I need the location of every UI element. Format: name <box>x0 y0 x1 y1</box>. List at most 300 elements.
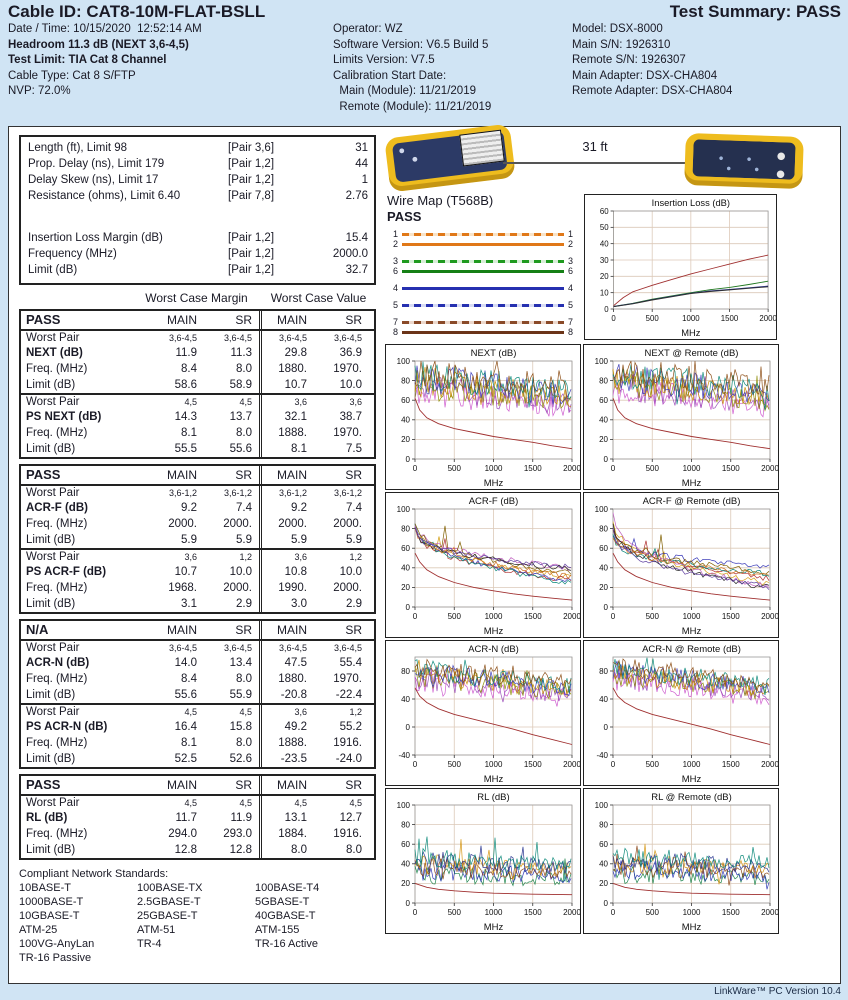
table-row <box>21 719 374 735</box>
cell-value: 4,5 <box>259 796 314 810</box>
svg-text:20: 20 <box>599 272 609 282</box>
cell-value: 4,5 <box>239 397 252 407</box>
svg-text:60: 60 <box>599 840 608 849</box>
table-row <box>21 395 374 409</box>
summary-pair: [Pair 3,6] <box>228 142 275 154</box>
svg-text:100: 100 <box>396 356 410 366</box>
wire-number-left: 7 <box>392 317 398 327</box>
cell-value: 11.9 <box>230 812 252 824</box>
cell-value: 13.7 <box>229 411 252 423</box>
svg-text:1000: 1000 <box>682 313 700 324</box>
cell-value: 1916. <box>333 828 362 840</box>
summary-value: 32.7 <box>345 264 368 276</box>
summary-value: 15.4 <box>345 232 368 244</box>
wire-line <box>402 270 564 273</box>
wire-number-left: 6 <box>392 266 398 276</box>
wire-number-right: 5 <box>568 300 574 310</box>
standard-item <box>137 951 255 965</box>
summary-row <box>28 246 368 262</box>
cell-value: 1888. <box>259 735 314 751</box>
summary-row <box>28 156 368 172</box>
header-info-line: Main (Module): 11/21/2019 <box>333 85 476 97</box>
svg-text:1500: 1500 <box>523 612 542 621</box>
wire-line <box>402 331 564 334</box>
svg-text:MHz: MHz <box>681 922 702 933</box>
wire-number-left: 4 <box>392 283 398 293</box>
cell-value: 55.9 <box>229 689 252 701</box>
cell-value: 52.6 <box>229 753 252 765</box>
measurement-table <box>19 464 376 614</box>
svg-text:40: 40 <box>401 563 410 573</box>
cell-value: 8.0 <box>236 673 252 685</box>
col-header: MAIN <box>259 466 314 484</box>
standard-item: 25GBASE-T <box>137 910 198 922</box>
cell-value: 3,6-4,5 <box>168 643 197 653</box>
header-right-block <box>572 2 841 100</box>
cell-value: 2000. <box>259 516 314 532</box>
header-info-line: Cable Type: Cat 8 S/FTP <box>8 69 136 82</box>
table-row <box>21 331 374 345</box>
chart-next-main <box>385 344 581 490</box>
summary-label: Limit (dB) <box>28 264 78 276</box>
worst-case-value-header: Worst Case Value <box>270 291 367 305</box>
summary-pair: [Pair 1,2] <box>228 264 275 276</box>
wire-number-left: 2 <box>392 239 398 249</box>
svg-text:0: 0 <box>412 760 418 769</box>
worst-case-margin-header: Worst Case Margin <box>145 291 248 305</box>
svg-text:ACR-N (dB): ACR-N (dB) <box>468 644 519 655</box>
summary-label: Insertion Loss Margin (dB) <box>28 232 163 244</box>
cell-value: 10.7 <box>174 566 197 578</box>
cell-value: 58.6 <box>174 379 197 391</box>
table-row <box>21 796 374 810</box>
wire-row <box>387 256 579 266</box>
svg-text:40: 40 <box>599 563 608 573</box>
standard-item: ATM-51 <box>137 924 176 936</box>
cell-value: 8.4 <box>181 673 197 685</box>
svg-text:500: 500 <box>447 464 461 473</box>
summary-label: Resistance (ohms), Limit 6.40 <box>28 190 181 202</box>
standard-item: TR-16 Active <box>255 938 318 950</box>
svg-text:1500: 1500 <box>721 760 740 769</box>
svg-text:1500: 1500 <box>721 612 740 621</box>
cell-value: 2000. <box>333 582 362 594</box>
chart-rl-main <box>385 788 581 934</box>
cell-value: 13.1 <box>259 810 314 826</box>
wire-number-right: 4 <box>568 283 574 293</box>
table-header-row <box>21 311 374 331</box>
row-label: Freq. (MHz) <box>26 363 88 375</box>
chart-acrn-remote <box>583 640 779 786</box>
cell-value: 3,6-1,2 <box>168 488 197 498</box>
row-label: Freq. (MHz) <box>26 582 88 594</box>
table-row <box>21 751 374 767</box>
svg-text:80: 80 <box>401 376 410 386</box>
chart-acrn-main <box>385 640 581 786</box>
header-info-line: Main S/N: 1926310 <box>572 38 671 51</box>
svg-text:30: 30 <box>599 255 609 265</box>
cell-value: 55.5 <box>174 443 197 455</box>
cell-value: 5.9 <box>236 534 252 546</box>
svg-text:60: 60 <box>401 544 410 553</box>
cell-value: 293.0 <box>223 828 252 840</box>
table-row <box>21 735 374 751</box>
measurement-table <box>19 619 376 769</box>
wire-number-left: 3 <box>392 256 398 266</box>
cell-value: 10.7 <box>259 377 314 393</box>
summary-label: Prop. Delay (ns), Limit 179 <box>28 158 165 170</box>
svg-text:2000: 2000 <box>761 760 778 769</box>
cell-value: 13.4 <box>229 657 252 669</box>
remote-tester-face <box>692 139 795 180</box>
cell-value: 1968. <box>168 582 197 594</box>
wire-row <box>387 283 579 293</box>
svg-text:1500: 1500 <box>523 464 542 473</box>
cell-value: 2000. <box>223 582 252 594</box>
cell-value: 10.0 <box>339 379 362 391</box>
wire-row <box>387 266 579 276</box>
wire-row <box>387 300 579 310</box>
header-info-line: NVP: 72.0% <box>8 85 71 97</box>
table-row <box>21 596 374 612</box>
results-column <box>19 135 376 965</box>
svg-text:500: 500 <box>645 760 659 769</box>
standard-item: TR-16 Passive <box>19 952 92 964</box>
table-group <box>21 486 374 548</box>
status-cell: N/A <box>26 622 49 637</box>
wire-number-left: 1 <box>392 229 398 239</box>
svg-text:1000: 1000 <box>682 760 701 769</box>
header-info-line: Calibration Start Date: <box>333 69 447 82</box>
cell-value: 8.0 <box>236 737 252 749</box>
svg-text:ACR-F @ Remote (dB): ACR-F @ Remote (dB) <box>642 496 741 507</box>
table-row <box>21 532 374 548</box>
linkware-version-label: LinkWare™ PC Version 10.4 <box>714 986 841 997</box>
summary-pair: [Pair 1,2] <box>228 158 275 170</box>
svg-text:80: 80 <box>599 524 608 534</box>
chart-rl-remote <box>583 788 779 934</box>
cell-value: 11.3 <box>230 347 252 359</box>
header-info-line: Software Version: V6.5 Build 5 <box>333 38 489 51</box>
cell-value: 1990. <box>259 580 314 596</box>
col-header: SR <box>235 468 252 482</box>
svg-text:500: 500 <box>447 760 461 769</box>
cell-value: 3,6 <box>349 397 362 407</box>
cell-value: 1970. <box>333 673 362 685</box>
cell-value: 8.0 <box>259 842 314 858</box>
cell-value: 5.9 <box>181 534 197 546</box>
svg-text:0: 0 <box>603 454 608 464</box>
svg-text:20: 20 <box>599 435 608 445</box>
wire-number-right: 3 <box>568 256 574 266</box>
svg-text:40: 40 <box>401 859 410 869</box>
wire-row <box>387 317 579 327</box>
standard-item: 1000BASE-T <box>19 896 84 908</box>
svg-text:1000: 1000 <box>484 760 503 769</box>
wire-row <box>387 239 579 249</box>
row-label: RL (dB) <box>26 812 68 824</box>
svg-text:1000: 1000 <box>484 612 503 621</box>
wire-number-right: 2 <box>568 239 574 249</box>
table-row <box>21 655 374 671</box>
svg-text:500: 500 <box>447 612 461 621</box>
table-row <box>21 345 374 361</box>
summary-value: 31 <box>355 142 368 154</box>
col-header: MAIN <box>259 776 314 794</box>
svg-text:80: 80 <box>599 666 608 676</box>
svg-text:500: 500 <box>645 313 659 324</box>
table-row <box>21 564 374 580</box>
cell-value: 29.8 <box>259 345 314 361</box>
cell-value: 10.0 <box>229 566 252 578</box>
svg-text:2000: 2000 <box>563 908 580 917</box>
svg-text:100: 100 <box>396 504 410 514</box>
svg-text:1500: 1500 <box>721 464 740 473</box>
row-label: Worst Pair <box>26 797 80 809</box>
cell-value: 8.0 <box>236 427 252 439</box>
svg-text:60: 60 <box>599 396 608 405</box>
header-info-line: Remote Adapter: DSX-CHA804 <box>572 85 733 97</box>
cell-value: 1,2 <box>239 552 252 562</box>
svg-text:0: 0 <box>610 760 616 769</box>
cell-value: 5.9 <box>346 534 362 546</box>
svg-text:0: 0 <box>405 722 410 732</box>
chart-acrf-remote <box>583 492 779 638</box>
table-header-row <box>21 776 374 796</box>
cell-value: 3,6 <box>259 705 314 719</box>
table-row <box>21 409 374 425</box>
svg-text:1500: 1500 <box>720 313 739 324</box>
svg-text:0: 0 <box>604 304 609 314</box>
row-label: Freq. (MHz) <box>26 427 88 439</box>
cell-value: 9.2 <box>181 502 197 514</box>
standard-item: 10BASE-T <box>19 882 71 894</box>
cell-value: 58.9 <box>229 379 252 391</box>
wiremap-wires <box>387 229 579 360</box>
cell-value: -20.8 <box>259 687 314 703</box>
summary-label: Delay Skew (ns), Limit 17 <box>28 174 159 186</box>
cell-value: 4,5 <box>184 798 197 808</box>
cell-value: 10.0 <box>339 566 362 578</box>
table-row <box>21 842 374 858</box>
summary-value: 1 <box>361 174 368 186</box>
svg-text:1000: 1000 <box>682 908 701 917</box>
svg-text:1000: 1000 <box>682 464 701 473</box>
header-info-line: Operator: WZ <box>333 23 403 35</box>
wire-line <box>402 321 564 324</box>
cell-value: 38.7 <box>339 411 362 423</box>
header-center-lines <box>333 22 575 115</box>
cell-value: 55.6 <box>174 689 197 701</box>
cell-value: 2.9 <box>236 598 252 610</box>
summary-row <box>28 188 368 204</box>
cell-value: 11.7 <box>175 812 197 824</box>
cell-value: 1,2 <box>349 707 362 717</box>
summary-pair: [Pair 1,2] <box>228 248 275 260</box>
cell-value: 3,6 <box>184 552 197 562</box>
svg-text:20: 20 <box>401 583 410 593</box>
svg-text:40: 40 <box>599 415 608 425</box>
svg-text:60: 60 <box>599 544 608 553</box>
cell-value: 15.8 <box>229 721 252 733</box>
svg-text:0: 0 <box>412 612 418 621</box>
svg-text:0: 0 <box>412 464 418 473</box>
header-info-line: Model: DSX-8000 <box>572 23 663 35</box>
cable-length-line <box>503 162 691 164</box>
summary-value: 2.76 <box>345 190 368 202</box>
summary-pair: [Pair 1,2] <box>228 232 275 244</box>
svg-text:NEXT @ Remote (dB): NEXT @ Remote (dB) <box>644 348 739 359</box>
row-label: Worst Pair <box>26 487 80 499</box>
col-header: SR <box>345 313 362 327</box>
table-header-row <box>21 466 374 486</box>
standards-grid <box>19 881 376 965</box>
table-header-row <box>21 621 374 641</box>
svg-text:20: 20 <box>599 583 608 593</box>
cell-value: 8.0 <box>346 844 362 856</box>
svg-text:80: 80 <box>401 524 410 534</box>
svg-text:-40: -40 <box>398 750 410 760</box>
svg-text:NEXT (dB): NEXT (dB) <box>470 348 517 359</box>
wire-number-right: 1 <box>568 229 574 239</box>
cell-value: 8.0 <box>236 363 252 375</box>
summary-row <box>28 262 368 278</box>
standard-item <box>255 951 376 965</box>
header-center-block <box>333 22 575 115</box>
svg-text:40: 40 <box>401 694 410 704</box>
summary-row <box>28 140 368 156</box>
svg-text:0: 0 <box>611 313 616 324</box>
svg-text:60: 60 <box>599 206 609 216</box>
table-row <box>21 810 374 826</box>
col-header: MAIN <box>167 468 197 482</box>
row-label: ACR-F (dB) <box>26 502 88 514</box>
standards-title: Compliant Network Standards: <box>19 868 169 880</box>
table-row <box>21 500 374 516</box>
cell-value: 1888. <box>259 425 314 441</box>
wiremap-section <box>387 193 579 360</box>
row-label: Worst Pair <box>26 332 80 344</box>
row-label: Limit (dB) <box>26 598 76 610</box>
wiremap-status: PASS <box>387 209 422 224</box>
table-row <box>21 550 374 564</box>
cell-value: 1,2 <box>349 552 362 562</box>
row-label: Freq. (MHz) <box>26 828 88 840</box>
wire-line <box>402 260 564 263</box>
svg-text:RL @ Remote (dB): RL @ Remote (dB) <box>651 792 732 803</box>
wire-line <box>402 233 564 236</box>
table-row <box>21 486 374 500</box>
summary-row <box>28 230 368 246</box>
header-info-line: Remote (Module): 11/21/2019 <box>333 100 492 113</box>
svg-text:2000: 2000 <box>563 760 580 769</box>
svg-text:60: 60 <box>401 396 410 405</box>
cell-value: 2000. <box>223 518 252 530</box>
row-label: NEXT (dB) <box>26 347 83 359</box>
cell-value: 11.9 <box>175 347 197 359</box>
svg-text:40: 40 <box>599 859 608 869</box>
status-cell: PASS <box>26 312 61 327</box>
cell-value: 7.4 <box>346 502 362 514</box>
svg-text:0: 0 <box>405 454 410 464</box>
svg-text:1000: 1000 <box>484 908 503 917</box>
cell-value: 294.0 <box>168 828 197 840</box>
cell-value: -22.4 <box>335 689 362 701</box>
svg-text:20: 20 <box>401 879 410 889</box>
test-summary-title: Test Summary: PASS <box>669 2 841 21</box>
svg-text:2000: 2000 <box>759 313 776 324</box>
measurement-table <box>19 774 376 860</box>
table-row <box>21 671 374 687</box>
svg-text:0: 0 <box>610 464 616 473</box>
report-header <box>0 0 848 126</box>
cell-value: 3,6-4,5 <box>223 643 252 653</box>
svg-text:0: 0 <box>405 602 410 612</box>
cell-value: 3,6-4,5 <box>259 331 314 345</box>
cell-value: 3,6-4,5 <box>333 643 362 653</box>
worst-case-headers <box>19 291 376 307</box>
cell-value: 3,6 <box>259 395 314 409</box>
cell-value: 12.8 <box>229 844 252 856</box>
cell-value: 1880. <box>259 671 314 687</box>
row-label: PS ACR-N (dB) <box>26 721 108 733</box>
svg-text:80: 80 <box>599 820 608 830</box>
cell-value: 7.4 <box>236 502 252 514</box>
status-cell: PASS <box>26 467 61 482</box>
svg-text:0: 0 <box>610 612 616 621</box>
table-row <box>21 826 374 842</box>
col-header: SR <box>345 778 362 792</box>
cell-value: 2000. <box>168 518 197 530</box>
standard-item: 2.5GBASE-T <box>137 896 201 908</box>
table-group <box>21 548 374 612</box>
svg-text:80: 80 <box>401 666 410 676</box>
cell-value: 4,5 <box>239 707 252 717</box>
col-header: SR <box>235 623 252 637</box>
svg-text:-40: -40 <box>596 750 608 760</box>
svg-text:1000: 1000 <box>682 612 701 621</box>
row-label: Limit (dB) <box>26 753 76 765</box>
summary-pair: [Pair 7,8] <box>228 190 275 202</box>
cell-value: 12.8 <box>174 844 197 856</box>
header-info-line: Main Adapter: DSX-CHA804 <box>572 69 718 82</box>
row-label: Limit (dB) <box>26 379 76 391</box>
svg-text:0: 0 <box>610 908 616 917</box>
svg-text:1000: 1000 <box>484 464 503 473</box>
cell-value: 8.1 <box>181 427 197 439</box>
col-header: MAIN <box>259 621 314 639</box>
svg-text:80: 80 <box>599 376 608 386</box>
row-label: Worst Pair <box>26 642 80 654</box>
svg-text:ACR-N @ Remote (dB): ACR-N @ Remote (dB) <box>642 644 741 655</box>
summary-row <box>28 204 368 230</box>
main-tester-image <box>384 124 516 193</box>
cell-value: 5.9 <box>259 532 314 548</box>
row-label: Worst Pair <box>26 396 80 408</box>
main-tester-screen <box>459 130 505 167</box>
svg-text:1500: 1500 <box>523 908 542 917</box>
summary-pair: [Pair 1,2] <box>228 174 275 186</box>
summary-box <box>19 135 376 285</box>
standard-item: 40GBASE-T <box>255 910 316 922</box>
svg-text:20: 20 <box>401 435 410 445</box>
cell-value: 9.2 <box>259 500 314 516</box>
row-label: Freq. (MHz) <box>26 518 88 530</box>
summary-value: 44 <box>355 158 368 170</box>
cell-value: 2.9 <box>346 598 362 610</box>
wire-number-right: 8 <box>568 327 574 337</box>
cell-value: 4,5 <box>184 707 197 717</box>
